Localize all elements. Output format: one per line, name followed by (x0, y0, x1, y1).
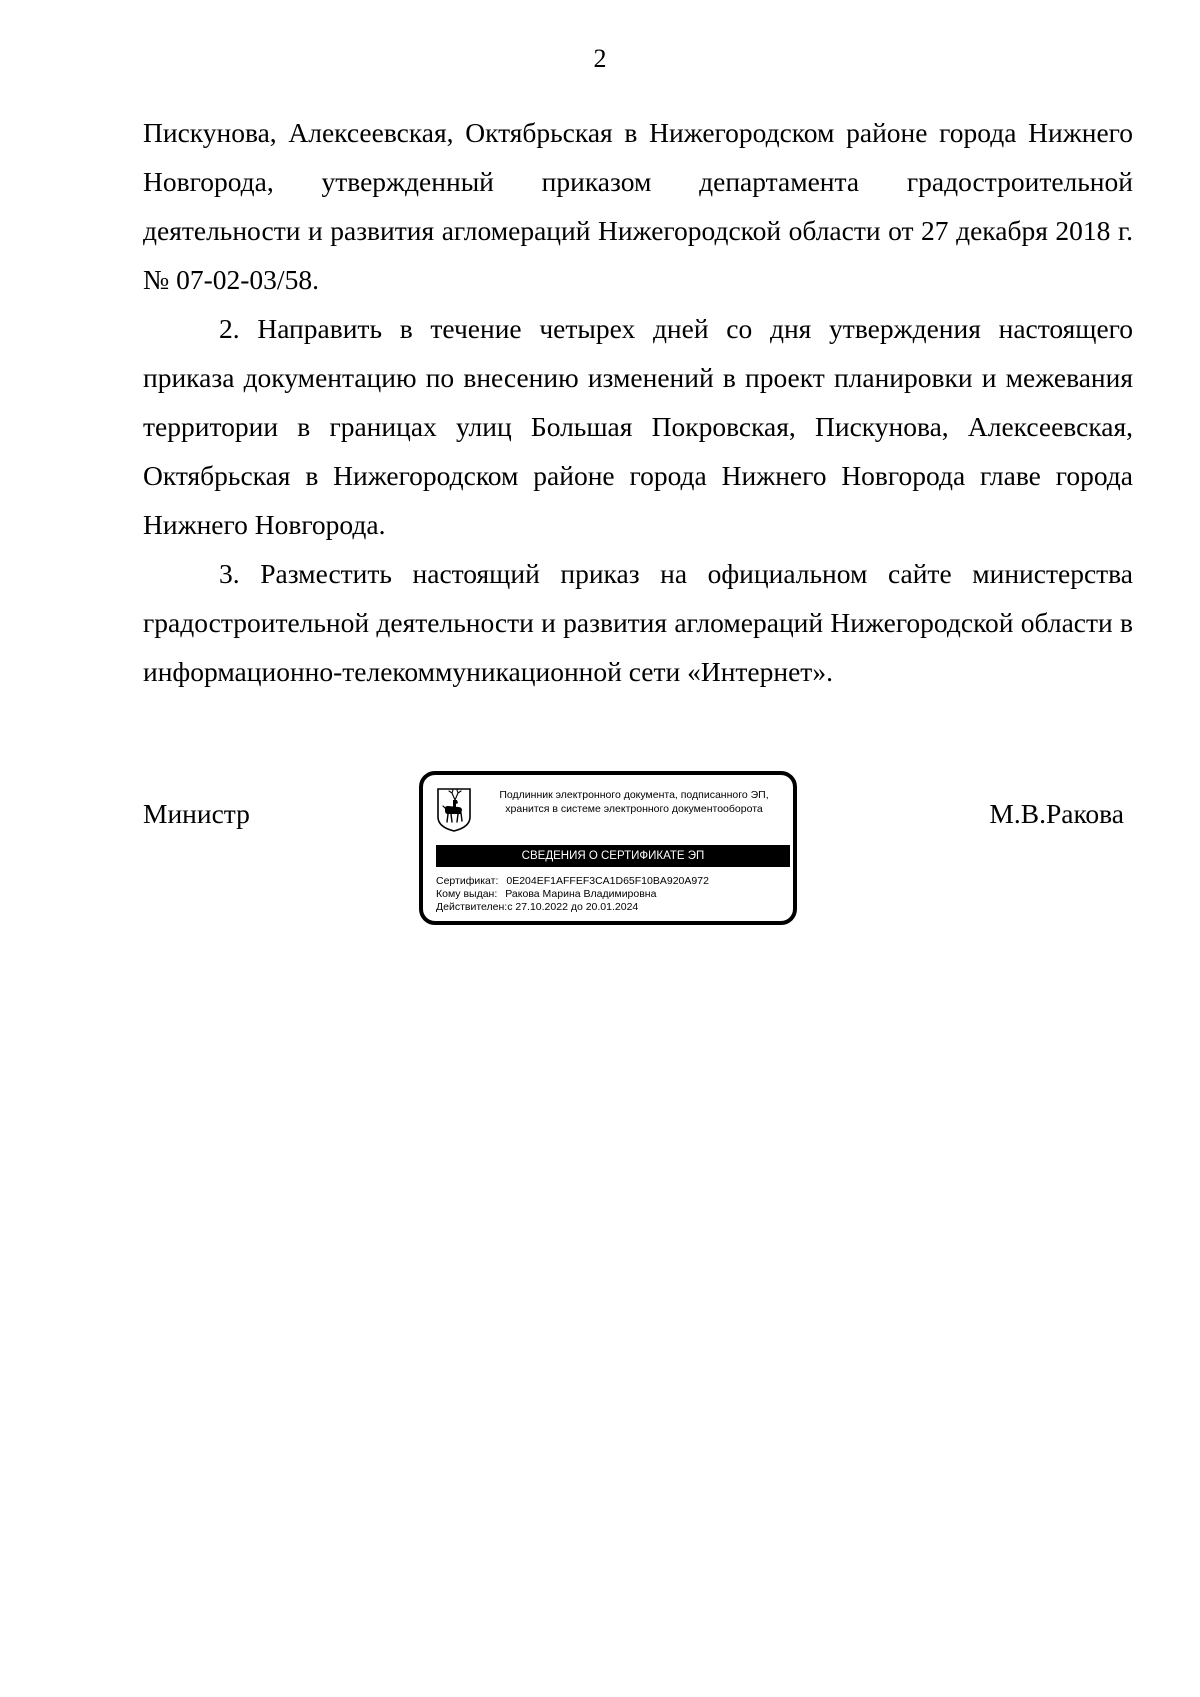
valid-period-value: с 27.10.2022 до 20.01.2024 (507, 901, 639, 913)
issued-to-value: Ракова Марина Владимировна (505, 888, 657, 900)
stamp-header (475, 788, 793, 816)
certificate-info-banner: СВЕДЕНИЯ О СЕРТИФИКАТЕ ЭП (436, 845, 790, 867)
signatory-title: Министр (143, 798, 250, 829)
page-number: 2 (593, 44, 607, 73)
certificate-value: 0E204EF1AFFEF3CA1D65F10BA920A972 (506, 875, 709, 887)
certificate-label: Сертификат: (436, 875, 499, 887)
paragraph-item-3: 3. Разместить настоящий приказ на официальном сайте министерства градостроительной деятельности и развития агломераций Нижегородской области в информационно-телекоммуникационной сети «Интернет». (143, 558, 1133, 687)
signatory-name: М.В.Ракова (989, 798, 1124, 829)
document-body (143, 108, 1133, 696)
nizhny-novgorod-deer-emblem-icon (436, 787, 472, 833)
paragraph-item-2: 2. Направить в течение четырех дней со дня утверждения настоящего приказа документацию по внесению изменений в проект планировки и межевания территории в границах улиц Большая Покровская, Пискунова, Алексеевская, Октябрьская в Нижегородском районе города Нижнего Новгорода главе города Нижнего Новгорода. (143, 313, 1133, 540)
valid-period-row (436, 901, 792, 914)
electronic-signature-stamp (419, 771, 797, 925)
valid-period-label: Действителен: (436, 901, 508, 913)
issued-to-label: Кому выдан: (436, 888, 498, 900)
certificate-row (436, 875, 792, 888)
certificate-details (436, 875, 792, 914)
stamp-header-line-1: Подлинник электронного документа, подписанного ЭП, (499, 789, 769, 801)
paragraph-continuation: Пискунова, Алексеевская, Октябрьская в Нижегородском районе города Нижнего Новгорода, утвержденный приказом департамента градостроительной деятельности и развития агломераций Нижегородской области от 27 декабря 2018 г. № 07-02-03/58. (143, 117, 1133, 295)
issued-to-row (436, 888, 792, 901)
stamp-header-line-2: хранится в системе электронного документооборота (505, 803, 763, 815)
